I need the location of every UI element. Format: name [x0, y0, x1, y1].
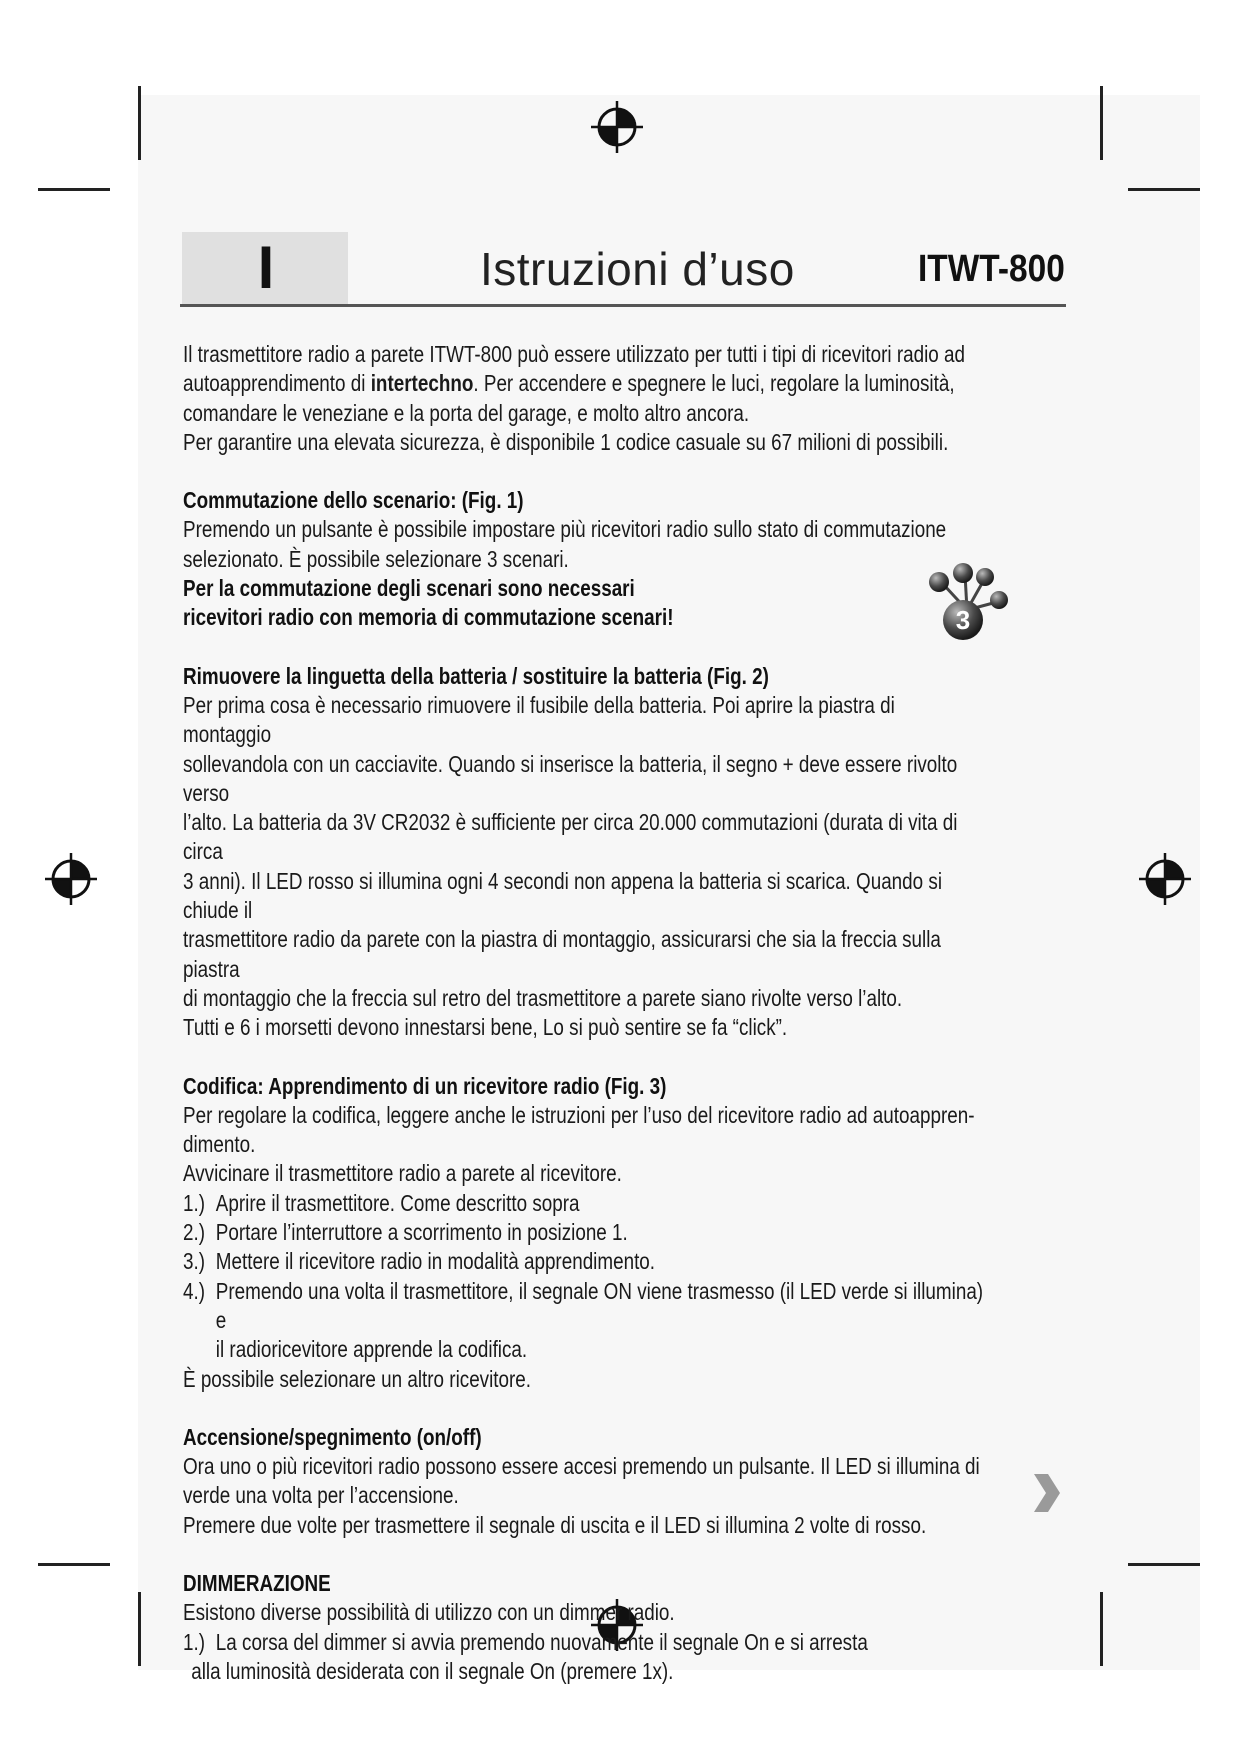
crop-mark: [1100, 86, 1103, 160]
registration-mark-icon: [42, 850, 100, 908]
page-title: Istruzioni d’uso: [480, 243, 795, 295]
crop-mark: [1128, 188, 1200, 191]
paragraph-line: Esistono diverse possibilità di utilizzo con un dimmer radio.: [183, 1599, 675, 1626]
list-item: 4.) Premendo una volta il trasmettitore, il segnale ON viene trasmesso (il LED verde si illumina) e: [183, 1277, 984, 1333]
crop-mark: [1100, 1592, 1103, 1666]
list-item-continuation: il radioricevitore apprende la codifica.: [215, 1336, 528, 1363]
document-body: [183, 340, 987, 1686]
paragraph-line: di montaggio che la freccia sul retro del trasmettitore a parete siano rivolte verso l’alto.: [183, 984, 903, 1011]
section-heading-battery: Rimuovere la linguetta della batteria / sostituire la batteria (Fig. 2): [183, 662, 769, 689]
intro-line: Il trasmettitore radio a parete ITWT-800 può essere utilizzato per tutti i tipi di ricevitori radio ad: [183, 341, 965, 367]
paragraph-line: trasmettitore radio da parete con la piastra di montaggio, assicurarsi che sia la freccia sulla piastra: [183, 926, 941, 982]
crop-mark: [1128, 1563, 1200, 1566]
paragraph-line: Premendo un pulsante è possibile impostare più ricevitori radio sullo stato di commutazione: [183, 516, 947, 543]
paragraph-line: Premere due volte per trasmettere il segnale di uscita e il LED si illumina 2 volte di rosso.: [183, 1511, 927, 1538]
scenario-number: 3: [955, 605, 971, 635]
paragraph-line: verde una volta per l’accensione.: [183, 1482, 459, 1509]
scenario-note: ricevitori radio con memoria di commutazione scenari!: [183, 604, 674, 631]
paragraph-line: sollevandola con un cacciavite. Quando si inserisce la batteria, il segno + deve essere rivolto verso: [183, 750, 958, 806]
section-heading-scenario: Commutazione dello scenario: (Fig. 1): [183, 487, 524, 514]
intro-line: autoapprendimento di intertechno. Per accendere e spegnere le luci, regolare la luminosità,: [183, 370, 955, 397]
registration-mark-icon: [1136, 850, 1194, 908]
list-item: 1.) La corsa del dimmer si avvia premendo nuovamente il segnale On e si arresta: [183, 1628, 868, 1655]
crop-mark: [38, 1563, 110, 1566]
paragraph-line: 3 anni). Il LED rosso si illumina ogni 4 secondi non appena la batteria si scarica. Quando si chiude il: [183, 867, 943, 924]
intro-line: comandare le veneziane e la porta del garage, e molto altro ancora.: [183, 399, 750, 426]
paragraph-line: Avvicinare il trasmettitore radio a parete al ricevitore.: [183, 1160, 622, 1187]
intro-line: Per garantire una elevata sicurezza, è disponibile 1 codice casuale su 67 milioni di possibili.: [183, 428, 949, 455]
chevron-right-icon[interactable]: [1028, 1470, 1064, 1516]
header-divider: [180, 304, 1066, 307]
paragraph-line: Tutti e 6 i morsetti devono innestarsi bene, Lo si può sentire se fa “click”.: [183, 1014, 788, 1041]
list-item: 2.) Portare l’interruttore a scorrimento in posizione 1.: [183, 1219, 628, 1246]
section-heading-coding: Codifica: Apprendimento di un ricevitore radio (Fig. 3): [183, 1072, 667, 1099]
section-heading-dimming: DIMMERAZIONE: [183, 1569, 331, 1596]
crop-mark: [138, 1592, 141, 1666]
paragraph-line: È possibile selezionare un altro ricevitore.: [183, 1365, 532, 1392]
crop-mark: [138, 86, 141, 160]
paragraph-line: Per prima cosa è necessario rimuovere il fusibile della batteria. Poi aprire la piastra di montaggio: [183, 691, 895, 748]
paragraph-line: selezionato. È possibile selezionare 3 scenari.: [183, 545, 569, 572]
paragraph-line: dimento.: [183, 1131, 256, 1158]
section-heading-onoff: Accensione/spegnimento (on/off): [183, 1423, 482, 1450]
registration-mark-icon: [588, 98, 646, 156]
list-item: 1.) Aprire il trasmettitore. Come descritto sopra: [183, 1189, 580, 1216]
scenario-note: Per la commutazione degli scenari sono necessari: [183, 575, 635, 602]
paragraph-line: Per regolare la codifica, leggere anche le istruzioni per l’uso del ricevitore radio ad autoappren-: [183, 1101, 975, 1128]
brand-name: intertechno: [370, 370, 474, 397]
paragraph-line: alla luminosità desiderata con il segnale On (premere 1x).: [191, 1657, 674, 1684]
language-letter: I: [257, 234, 275, 301]
model-name: ITWT-800: [918, 248, 1065, 290]
paragraph-line: l’alto. La batteria da 3V CR2032 è sufficiente per circa 20.000 commutazioni (durata di vita di circa: [183, 809, 958, 865]
list-item: 3.) Mettere il ricevitore radio in modalità apprendimento.: [183, 1248, 656, 1275]
crop-mark: [38, 188, 110, 191]
paragraph-line: Ora uno o più ricevitori radio possono essere accesi premendo un pulsante. Il LED si illumina di: [183, 1453, 980, 1480]
